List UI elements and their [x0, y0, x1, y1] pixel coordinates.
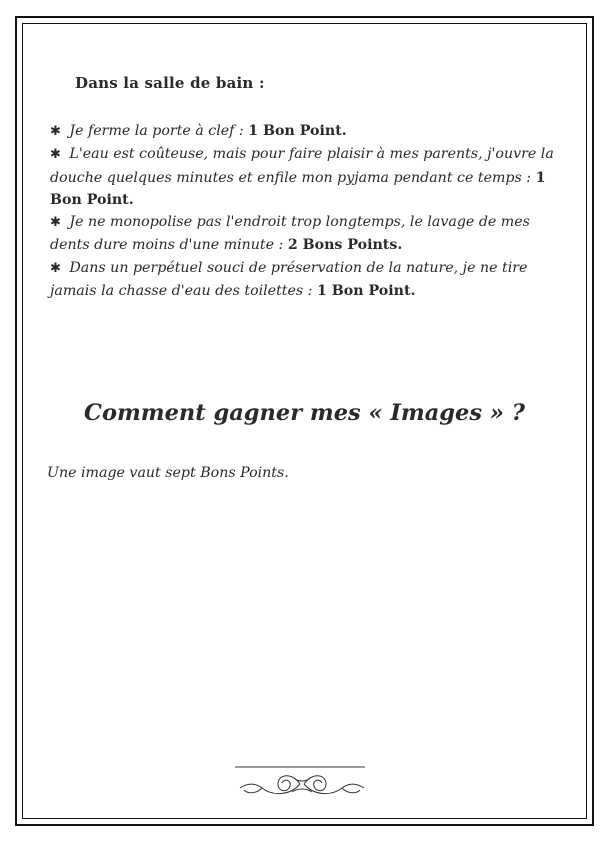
rule-item: [50, 257, 560, 303]
page-title: Comment gagner mes « Images » ?: [84, 400, 525, 426]
rule-text: L'eau est coûteuse, mais pour faire plaisir à mes parents, j'ouvre la douche quelques minutes et enfile mon pyjama pendant ce temps :: [50, 146, 554, 186]
rule-points: 2 Bons Points.: [287, 237, 403, 254]
rule-text: Dans un perpétuel souci de préservation de la nature, je ne tire jamais la chasse d'eau des toilettes :: [50, 259, 528, 300]
asterisk-bullet-icon: ✱: [50, 260, 61, 276]
rule-points: 1 Bon Point.: [50, 169, 546, 208]
asterisk-bullet-icon: ✱: [50, 215, 61, 231]
rule-text: Je ne monopolise pas l'endroit trop longtemps, le lavage de mes dents dure moins d'une minute :: [50, 214, 530, 254]
rules-list: [50, 120, 560, 302]
section-heading: Dans la salle de bain :: [75, 74, 265, 92]
flourish-divider-icon: [232, 764, 372, 804]
rule-points: 1 Bon Point.: [248, 123, 347, 139]
asterisk-bullet-icon: ✱: [50, 124, 61, 139]
note-text: Une image vaut sept Bons Points.: [47, 465, 289, 481]
rule-text: Je ferme la porte à clef :: [64, 123, 249, 139]
rule-item: [50, 211, 560, 257]
rule-item: [50, 120, 560, 143]
rule-points: 1 Bon Point.: [316, 283, 416, 300]
rule-item: [50, 143, 560, 211]
asterisk-bullet-icon: ✱: [50, 147, 61, 163]
